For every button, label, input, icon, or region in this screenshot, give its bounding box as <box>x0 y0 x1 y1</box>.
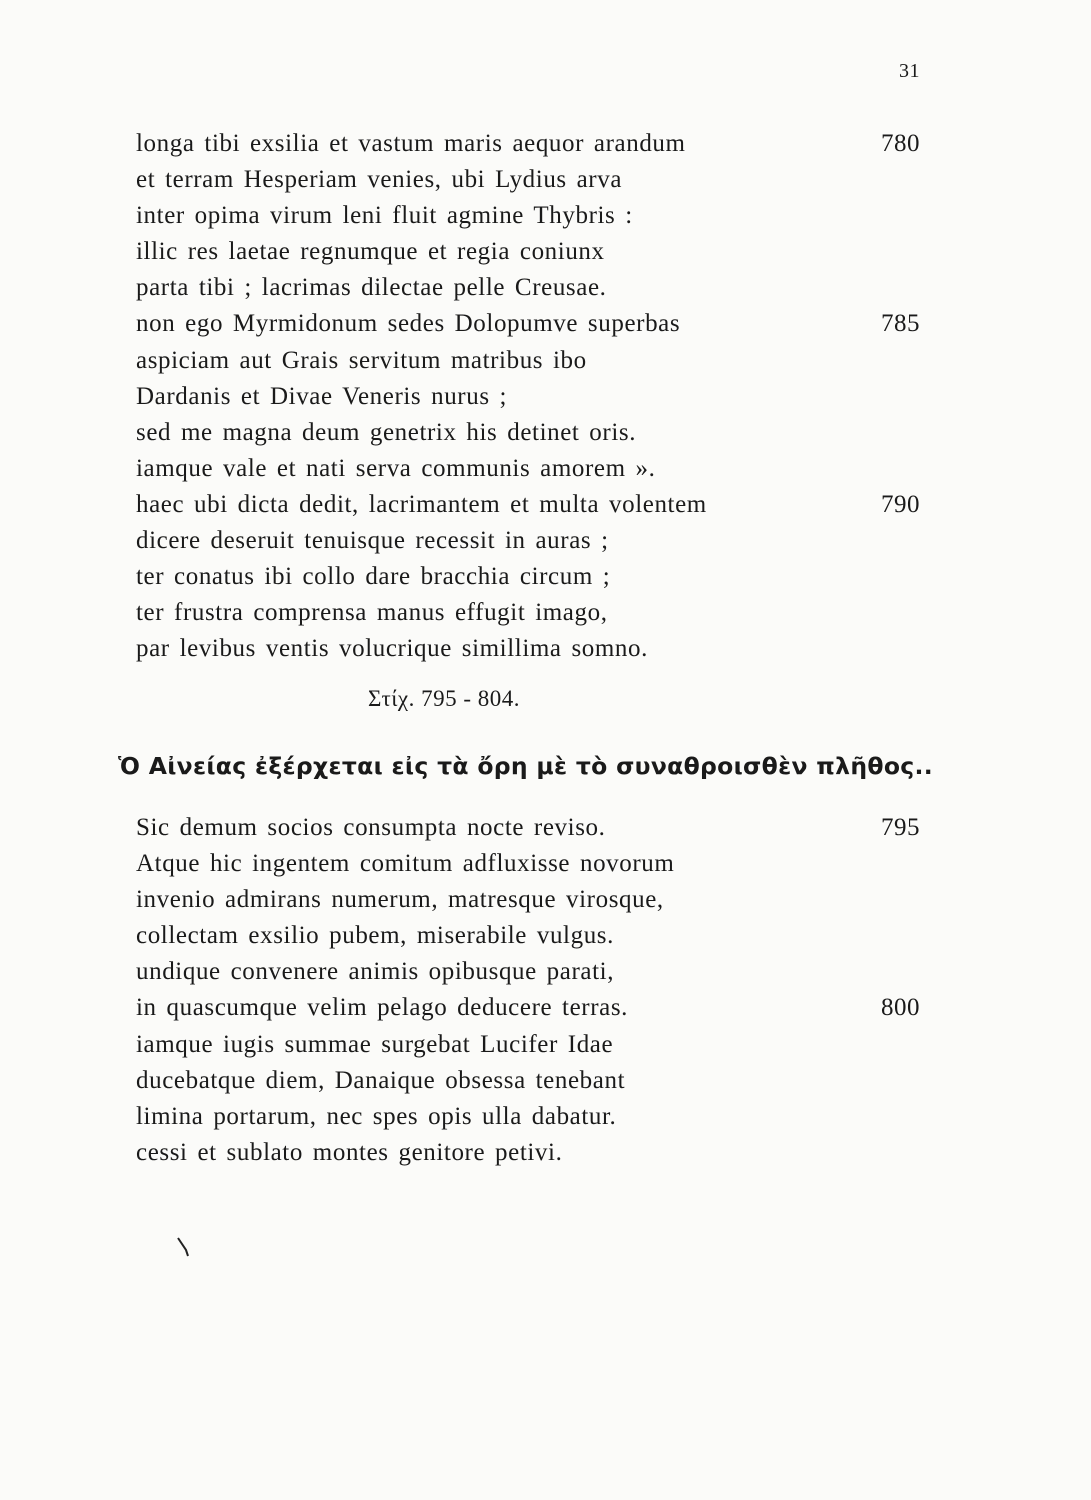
verse-text: cessi et sublato montes genitore petivi. <box>136 1138 563 1166</box>
verse-text: ducebatque diem, Danaique obsessa tenebant <box>136 1066 626 1094</box>
verse-line <box>136 846 920 882</box>
verse-passage-1 <box>136 126 920 667</box>
verse-text: invenio admirans numerum, matresque virosque, <box>136 886 664 914</box>
verse-line <box>136 198 920 234</box>
line-number: 780 <box>881 130 920 157</box>
section-reference: Στίχ. 795 - 804. <box>368 686 521 711</box>
verse-text: Dardanis et Divae Veneris nurus ; <box>136 382 508 410</box>
verse-line <box>136 126 920 162</box>
verse-line <box>136 270 920 306</box>
verse-line <box>136 990 920 1026</box>
verse-line <box>136 451 920 487</box>
verse-text: iamque iugis summae surgebat Lucifer Idae <box>136 1030 614 1058</box>
verse-text: sed me magna deum genetrix his detinet oris. <box>136 418 637 446</box>
verse-text: in quascumque velim pelago deducere terras. <box>136 994 629 1022</box>
verse-text: dicere deseruit tenuisque recessit in auras ; <box>136 527 609 555</box>
verse-line <box>136 1027 920 1063</box>
verse-text: et terram Hesperiam venies, ubi Lydius arva <box>136 166 623 194</box>
verse-line <box>136 343 920 379</box>
verse-text: inter opima virum leni fluit agmine Thybris : <box>136 202 633 230</box>
verse-line <box>136 918 920 954</box>
verse-line <box>136 162 920 198</box>
verse-line <box>136 810 920 846</box>
verse-line <box>136 595 920 631</box>
verse-text: parta tibi ; lacrimas dilectae pelle Creusae. <box>136 274 607 302</box>
verse-text: ter conatus ibi collo dare bracchia circum ; <box>136 563 611 591</box>
verse-text: par levibus ventis volucrique simillima somno. <box>136 635 648 663</box>
verse-line <box>136 954 920 990</box>
verse-text: Atque hic ingentem comitum adfluxisse novorum <box>136 850 675 878</box>
verse-text: longa tibi exsilia et vastum maris aequor arandum <box>136 130 686 157</box>
greek-heading: Ὁ Αἰνείας ἐξέρχεται εἰς τὰ ὄρη μὲ τὸ συναθροισθὲν πλῆθος.. <box>118 752 933 780</box>
verse-text: collectam exsilio pubem, miserabile vulgus. <box>136 922 614 950</box>
verse-text: illic res laetae regnumque et regia coniunx <box>136 238 605 266</box>
verse-line <box>136 523 920 559</box>
stray-ink-mark <box>176 1236 190 1258</box>
verse-line <box>136 379 920 415</box>
verse-line <box>136 306 920 342</box>
verse-passage-2 <box>136 810 920 1171</box>
page-number: 31 <box>899 60 920 82</box>
verse-line <box>136 559 920 595</box>
line-number: 785 <box>881 310 920 338</box>
verse-line <box>136 1135 920 1171</box>
verse-text: limina portarum, nec spes opis ulla dabatur. <box>136 1102 617 1130</box>
line-number: 795 <box>881 814 920 841</box>
verse-text: non ego Myrmidonum sedes Dolopumve superbas <box>136 310 681 338</box>
verse-line <box>136 415 920 451</box>
line-number: 790 <box>881 490 920 518</box>
verse-text: Sic demum socios consumpta nocte reviso. <box>136 814 606 841</box>
verse-line <box>136 631 920 667</box>
verse-line <box>136 1099 920 1135</box>
verse-line <box>136 882 920 918</box>
verse-line <box>136 1063 920 1099</box>
verse-line <box>136 487 920 523</box>
verse-text: undique convenere animis opibusque parati, <box>136 958 615 986</box>
verse-text: haec ubi dicta dedit, lacrimantem et multa volentem <box>136 490 707 518</box>
verse-line <box>136 234 920 270</box>
line-number: 800 <box>881 994 920 1022</box>
verse-text: aspiciam aut Grais servitum matribus ibo <box>136 346 587 374</box>
verse-text: ter frustra comprensa manus effugit imago, <box>136 599 608 627</box>
verse-text: iamque vale et nati serva communis amorem ». <box>136 454 656 482</box>
